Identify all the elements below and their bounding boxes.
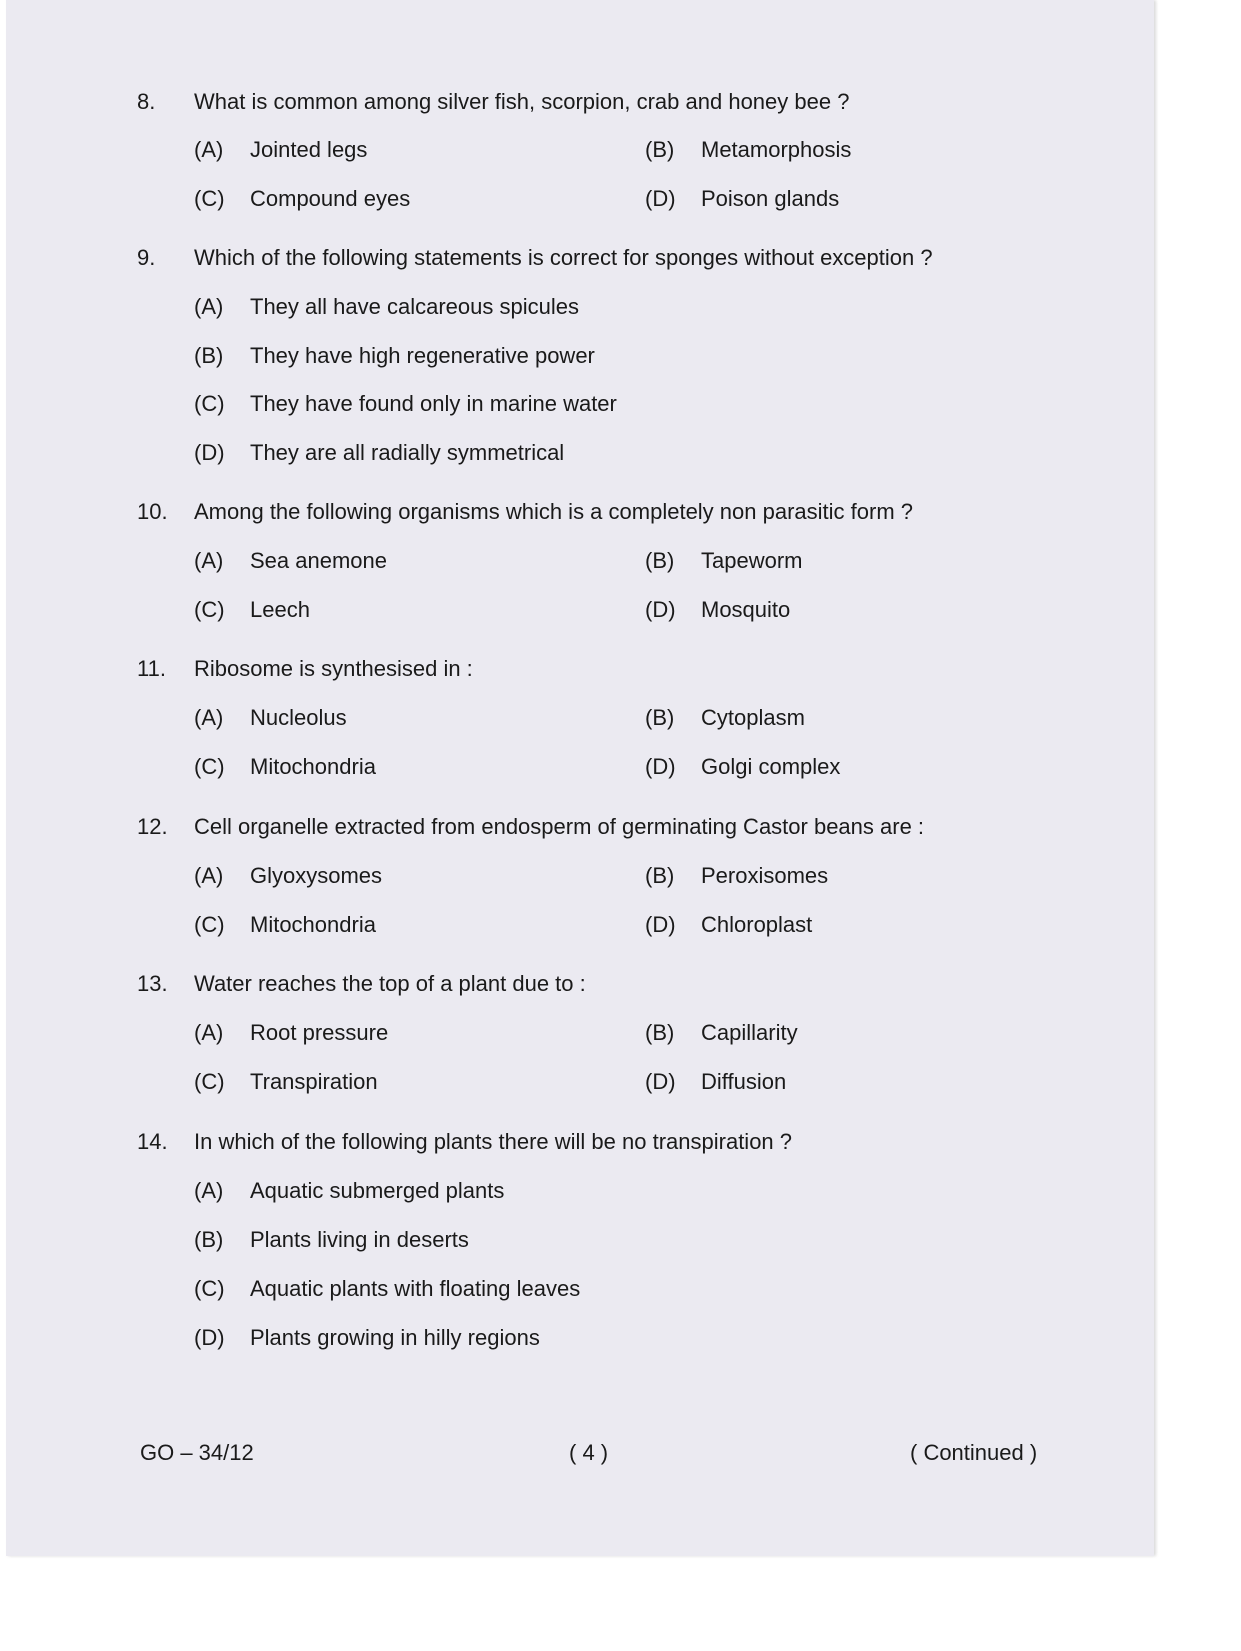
option-a — [194, 705, 347, 731]
option-letter: (C) — [194, 597, 225, 622]
option-letter: (C) — [194, 754, 225, 779]
option-c — [194, 754, 376, 780]
option-letter: (A) — [194, 294, 224, 319]
option-letter: (B) — [194, 1227, 224, 1252]
option-c — [194, 186, 410, 212]
option-letter: (D) — [194, 440, 225, 465]
option-d — [194, 440, 564, 466]
option-text: Aquatic submerged plants — [250, 1178, 505, 1203]
option-c — [194, 597, 310, 623]
option-text: Tapeworm — [701, 548, 803, 573]
option-letter: (B) — [645, 137, 675, 162]
option-letter: (C) — [194, 912, 225, 937]
option-b — [645, 548, 802, 574]
paper-code: GO – 34/12 — [140, 1440, 254, 1465]
option-d — [645, 186, 839, 212]
option-c — [194, 391, 617, 417]
option-letter: (A) — [194, 863, 224, 888]
option-text: Diffusion — [701, 1069, 787, 1094]
option-b — [645, 863, 828, 889]
option-b — [645, 705, 805, 731]
question-text: Which of the following statements is correct for sponges without exception ? — [194, 245, 933, 270]
option-text: Mitochondria — [250, 912, 376, 937]
option-a — [194, 1020, 388, 1046]
option-text: They all have calcareous spicules — [250, 294, 579, 319]
option-text: Sea anemone — [250, 548, 387, 573]
option-text: Golgi complex — [701, 754, 841, 779]
option-b — [645, 137, 851, 163]
option-letter: (B) — [645, 863, 675, 888]
option-text: Root pressure — [250, 1020, 389, 1045]
option-letter: (B) — [645, 1020, 675, 1045]
option-text: Cytoplasm — [701, 705, 805, 730]
option-text: They have high regenerative power — [250, 343, 595, 368]
option-b — [645, 1020, 798, 1046]
option-d — [194, 1325, 540, 1351]
option-a — [194, 294, 579, 320]
option-text: Compound eyes — [250, 186, 411, 211]
option-letter: (D) — [645, 1069, 676, 1094]
option-letter: (B) — [645, 548, 675, 573]
option-text: Poison glands — [701, 186, 840, 211]
option-text: Peroxisomes — [701, 863, 829, 888]
option-a — [194, 137, 367, 163]
option-letter: (A) — [194, 705, 224, 730]
option-text: Plants growing in hilly regions — [250, 1325, 540, 1350]
option-letter: (C) — [194, 1069, 225, 1094]
option-letter: (A) — [194, 137, 224, 162]
option-letter: (D) — [645, 597, 676, 622]
option-b — [194, 343, 595, 369]
question-text: In which of the following plants there will be no transpiration ? — [194, 1129, 793, 1154]
option-d — [645, 912, 812, 938]
option-text: Plants living in deserts — [250, 1227, 469, 1252]
option-letter: (D) — [645, 754, 676, 779]
option-letter: (D) — [645, 186, 676, 211]
page-number: ( 4 ) — [569, 1440, 609, 1465]
option-text: Transpiration — [250, 1069, 378, 1094]
option-text: Leech — [250, 597, 310, 622]
option-letter: (D) — [645, 912, 676, 937]
question-text: What is common among silver fish, scorpion, crab and honey bee ? — [194, 89, 850, 114]
option-text: Glyoxysomes — [250, 863, 383, 888]
question-text: Cell organelle extracted from endosperm of germinating Castor beans are : — [194, 814, 925, 839]
option-letter: (A) — [194, 1178, 224, 1203]
option-text: Chloroplast — [701, 912, 813, 937]
option-text: Jointed legs — [250, 137, 368, 162]
question-number: 13. — [137, 971, 168, 996]
option-letter: (B) — [194, 343, 224, 368]
option-text: They are all radially symmetrical — [250, 440, 565, 465]
question-number: 14. — [137, 1129, 168, 1154]
option-d — [645, 1069, 786, 1095]
option-letter: (C) — [194, 1276, 225, 1301]
option-letter: (A) — [194, 548, 224, 573]
option-text: Metamorphosis — [701, 137, 852, 162]
option-a — [194, 863, 382, 889]
option-letter: (C) — [194, 391, 225, 416]
option-d — [645, 754, 840, 780]
option-text: They have found only in marine water — [250, 391, 617, 416]
option-c — [194, 912, 376, 938]
option-text: Mitochondria — [250, 754, 376, 779]
question-number: 10. — [137, 499, 168, 524]
option-letter: (D) — [194, 1325, 225, 1350]
option-b — [194, 1227, 469, 1253]
continued-label: ( Continued ) — [910, 1440, 1038, 1465]
question-number: 11. — [137, 656, 166, 681]
option-a — [194, 548, 387, 574]
question-text: Water reaches the top of a plant due to : — [194, 971, 586, 996]
option-c — [194, 1069, 378, 1095]
option-text: Capillarity — [701, 1020, 798, 1045]
exam-page — [6, 0, 1154, 1556]
question-number: 8. — [137, 89, 156, 114]
option-text: Aquatic plants with floating leaves — [250, 1276, 581, 1301]
question-text: Among the following organisms which is a completely non parasitic form ? — [194, 499, 913, 524]
option-letter: (B) — [645, 705, 675, 730]
option-text: Nucleolus — [250, 705, 347, 730]
option-letter: (A) — [194, 1020, 224, 1045]
question-number: 12. — [137, 814, 168, 839]
option-d — [645, 597, 790, 623]
option-text: Mosquito — [701, 597, 791, 622]
option-letter: (C) — [194, 186, 225, 211]
question-text: Ribosome is synthesised in : — [194, 656, 473, 681]
option-c — [194, 1276, 580, 1302]
option-a — [194, 1178, 504, 1204]
question-number: 9. — [137, 245, 156, 270]
